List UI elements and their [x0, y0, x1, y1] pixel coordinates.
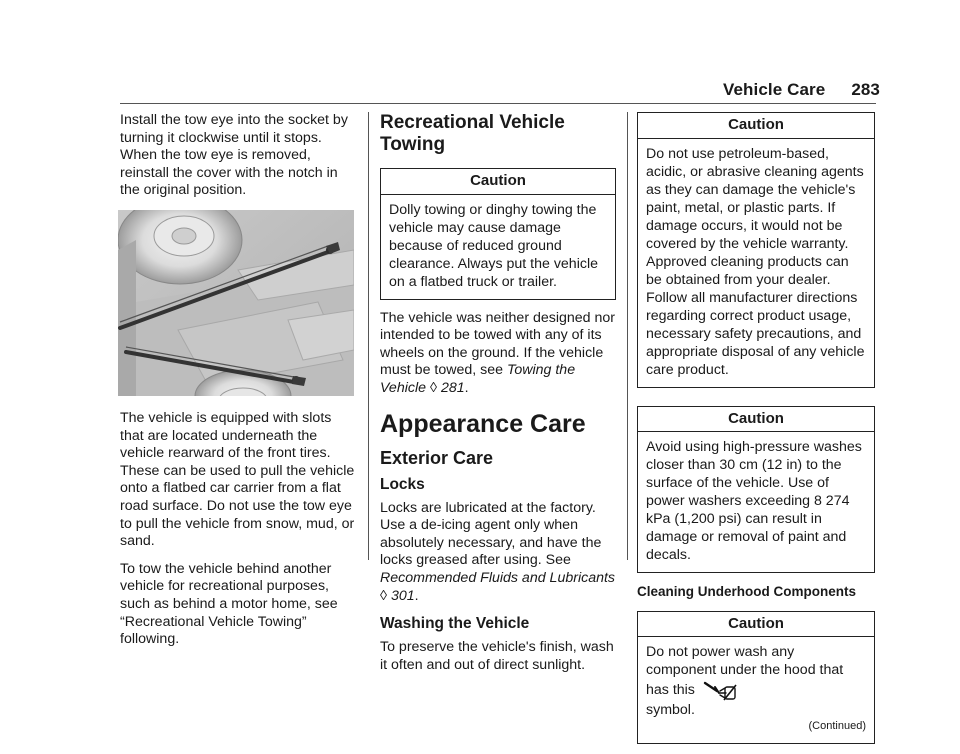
tow-eye-install-paragraph: Install the tow eye into the socket by turning it clockwise until it stops. When the tow eye is removed, reinstall the cover with the notch in the original position. — [120, 112, 348, 199]
page-ref-number[interactable]: 281 — [440, 379, 465, 396]
appearance-care-heading: Appearance Care — [380, 409, 586, 438]
locks-paragraph — [380, 500, 616, 606]
towing-the-vehicle-link[interactable]: Towing the Vehicle — [380, 362, 576, 396]
caution-title: Caution — [381, 169, 615, 195]
page-ref-icon: ◊ — [429, 379, 437, 396]
no-power-wash-icon — [703, 679, 737, 701]
recreational-towing-heading: Recreational Vehicle Towing — [380, 112, 565, 155]
caution-body: Do not use petroleum-based, acidic, or abrasive cleaning agents as they can damage the vehicle's paint, metal, or plastic parts. If damage occurs, it would not be covered by the vehicle warranty. Approved cleaning products can be obtained from your dealer. Follow all manufacturer directions regarding correct product usage, necessary safety precautions, and appropriate disposal of any vehicle care product. — [646, 145, 865, 378]
column-divider-2 — [627, 112, 628, 560]
caution-title: Caution — [638, 612, 874, 638]
recreational-reference-paragraph: To tow the vehicle behind another vehicle for recreational purposes, such as behind a motor home, see “Recreational Vehicle Towing” following. — [120, 560, 338, 648]
recommended-fluids-link[interactable]: Recommended Fluids and Lubricants — [380, 569, 616, 586]
washing-paragraph: To preserve the vehicle's finish, wash it often and out of direct sunlight. — [380, 639, 614, 673]
caution-body — [638, 637, 874, 743]
caution-text: Do not power wash any component under the hood that has this — [646, 644, 844, 699]
vehicle-underbody-tow-strap-illustration — [118, 210, 354, 396]
paragraph-end: . — [464, 379, 469, 396]
page-ref-icon: ◊ — [380, 587, 388, 604]
caution-title: Caution — [638, 407, 874, 433]
column-1 — [120, 112, 356, 659]
section-title: Vehicle Care — [723, 80, 826, 99]
column-2 — [380, 112, 616, 684]
not-designed-paragraph — [380, 310, 616, 398]
exterior-care-heading: Exterior Care — [380, 447, 494, 468]
underhood-heading: Cleaning Underhood Components — [637, 584, 856, 600]
column-3 — [637, 112, 875, 754]
paragraph-text: The vehicle was neither designed nor intended to be towed with any of its wheels on the ground. If the vehicle must be towed, see — [380, 309, 616, 379]
caution-box-cleaning-agents — [637, 112, 875, 388]
caution-box-high-pressure — [637, 406, 875, 574]
locks-heading: Locks — [380, 475, 425, 493]
tow-slots-paragraph: The vehicle is equipped with slots that are located underneath the vehicle rearward of the front tires. These can be used to pull the vehicle onto a flatbed car carrier from a flat road surface. Do not use the tow eye to pull the vehicle from snow, mud, or sand. — [120, 409, 355, 550]
paragraph-text: Locks are lubricated at the factory. Use a de-icing agent only when absolutely necessary, and have the locks greased after using. See — [380, 499, 602, 569]
continued-label: (Continued) — [808, 720, 866, 733]
header-rule — [120, 103, 876, 104]
page-header — [723, 80, 880, 100]
column-divider-1 — [368, 112, 369, 560]
caution-text-end: symbol. — [646, 702, 695, 719]
caution-body: Dolly towing or dinghy towing the vehicle may cause damage because of reduced ground clearance. Always put the vehicle on a flatbed truck or trailer. — [389, 201, 598, 290]
page-number: 283 — [851, 80, 880, 99]
caution-box-dolly-towing — [380, 168, 616, 300]
caution-title: Caution — [638, 113, 874, 139]
page-ref-number[interactable]: 301 — [390, 587, 415, 604]
caution-body: Avoid using high-pressure washes closer than 30 cm (12 in) to the surface of the vehicle. Use of power washers exceeding 8 274 kPa (1,200 psi) can result in damage or removal of paint and decals. — [646, 439, 862, 564]
paragraph-end: . — [414, 587, 419, 604]
washing-heading: Washing the Vehicle — [380, 615, 530, 633]
